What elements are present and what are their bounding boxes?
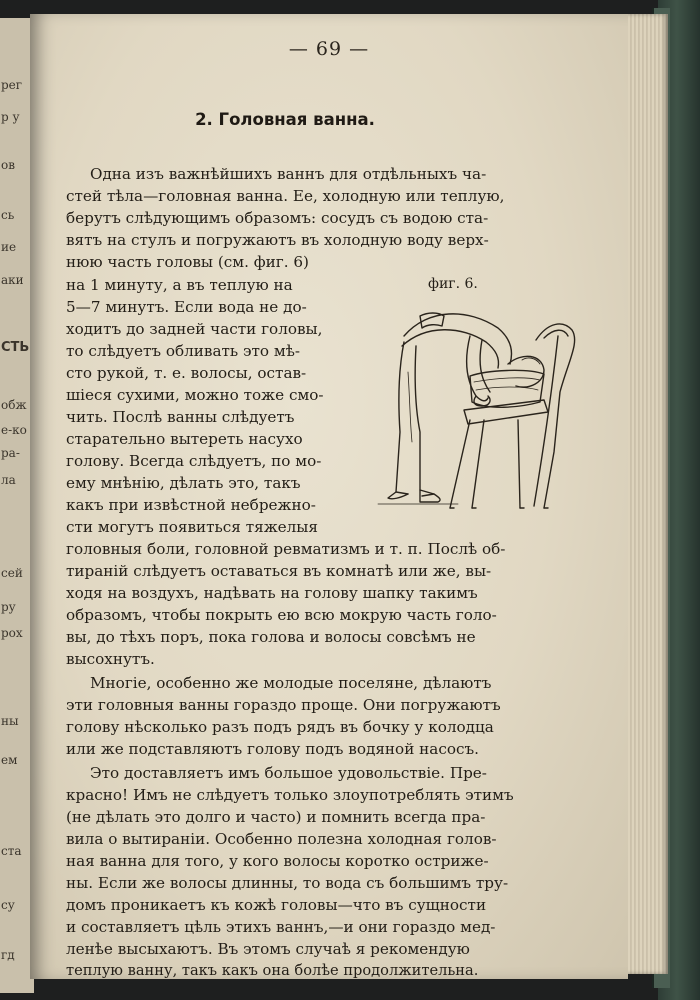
text-line: (не дѣлать это долго и часто) и помнить всегда пра- (66, 808, 486, 826)
text-line: голову. Всегда слѣдуетъ, по мо- (66, 452, 322, 470)
text-line: берутъ слѣдующимъ образомъ: сосудъ съ водою ста- (66, 209, 489, 227)
left-fragment: р у (1, 110, 20, 124)
text-line: какъ при извѣстной небрежно- (66, 496, 316, 514)
text-line: и составляетъ цѣль этихъ ваннъ,—и они гораздо мед- (66, 918, 496, 936)
text-line: образомъ, чтобы покрыть ею всю мокрую часть голо- (66, 606, 497, 624)
left-fragment: гд (1, 948, 15, 962)
text-line: вы, до тѣхъ поръ, пока голова и волосы совсѣмъ не (66, 628, 476, 646)
left-fragment: сей (1, 566, 23, 580)
text-line: ходитъ до задней части головы, (66, 320, 323, 338)
text-line: голову нѣсколько разъ подъ рядъ въ бочку у колодца (66, 718, 494, 736)
text-line: 5—7 минутъ. Если вода не до- (66, 298, 307, 316)
text-line: эти головныя ванны гораздо проще. Они погружаютъ (66, 696, 501, 714)
text-line: высохнутъ. (66, 650, 155, 668)
text-line: старательно вытереть насухо (66, 430, 303, 448)
text-line: ная ванна для того, у кого волосы коротко остриже- (66, 852, 489, 870)
figure-6-illustration (358, 302, 588, 514)
text-line: вила о вытираніи. Особенно полезна холодная голов- (66, 830, 497, 848)
text-line: чить. Послѣ ванны слѣдуетъ (66, 408, 295, 426)
left-fragment: су (1, 898, 15, 912)
text-line: домъ проникаетъ къ кожѣ головы—что въ сущности (66, 896, 487, 914)
text-line: или же подставляютъ голову подъ водяной насосъ. (66, 740, 479, 758)
text-line: вятъ на стулъ и погружаютъ въ холодную воду верх- (66, 231, 489, 249)
text-line: на 1 минуту, а въ теплую на (66, 276, 293, 294)
left-fragment: ру (1, 600, 16, 614)
page-number: — 69 — (288, 38, 370, 60)
left-fragment: ие (1, 240, 17, 254)
left-page-strip (0, 18, 34, 993)
text-line: сти могутъ появиться тяжелыя (66, 518, 318, 536)
figure-caption: фиг. 6. (428, 276, 478, 292)
text-line: теплую ванну, такъ какъ она болѣе продолжительна. (66, 962, 479, 979)
left-fragment: ра- (1, 446, 20, 460)
left-fragment: ста (1, 844, 22, 858)
text-line: сто рукой, т. е. волосы, остав- (66, 364, 307, 382)
left-fragment: е-ко (1, 423, 27, 437)
left-fragment: СТЬ (1, 340, 30, 355)
text-line: тираній слѣдуетъ оставаться въ комнатѣ или же, вы- (66, 562, 492, 580)
text-line: головныя боли, головной ревматизмъ и т. п. Послѣ об- (66, 540, 506, 558)
text-line: стей тѣла—головная ванна. Ее, холодную или теплую, (66, 187, 505, 205)
left-fragment: рох (1, 626, 23, 640)
text-line: ходя на воздухъ, надѣвать на голову шапку такимъ (66, 584, 478, 602)
left-fragment: ны (1, 714, 19, 728)
left-fragment: ов (1, 158, 15, 172)
text-line: Многіе, особенно же молодые поселяне, дѣлаютъ (90, 674, 492, 692)
text-line: Это доставляетъ имъ большое удовольствіе. Пре- (90, 764, 487, 782)
left-fragment: ем (1, 753, 18, 767)
text-line: то слѣдуетъ обливать это мѣ- (66, 342, 300, 360)
text-line: ны. Если же волосы длинны, то вода съ большимъ тру- (66, 874, 509, 892)
left-fragment: обж (1, 398, 27, 412)
text-line: красно! Имъ не слѣдуетъ только злоупотреблять этимъ (66, 786, 514, 804)
left-fragment: сь (1, 208, 15, 222)
left-fragment: аки (1, 273, 24, 287)
text-line: шіеся сухими, можно тоже смо- (66, 386, 324, 404)
text-line: ему мнѣнію, дѣлать это, такъ (66, 474, 301, 492)
left-fragment: рег (1, 78, 23, 92)
left-fragment: ла (1, 473, 16, 487)
section-heading: 2. Головная ванна. (195, 110, 375, 129)
text-line: нюю часть головы (см. фиг. 6) (66, 253, 309, 271)
book-page (30, 14, 628, 979)
text-line: Одна изъ важнѣйшихъ ваннъ для отдѣльныхъ ча- (90, 165, 487, 183)
text-line: ленѣе высыхаютъ. Въ этомъ случаѣ я рекомендую (66, 940, 470, 958)
